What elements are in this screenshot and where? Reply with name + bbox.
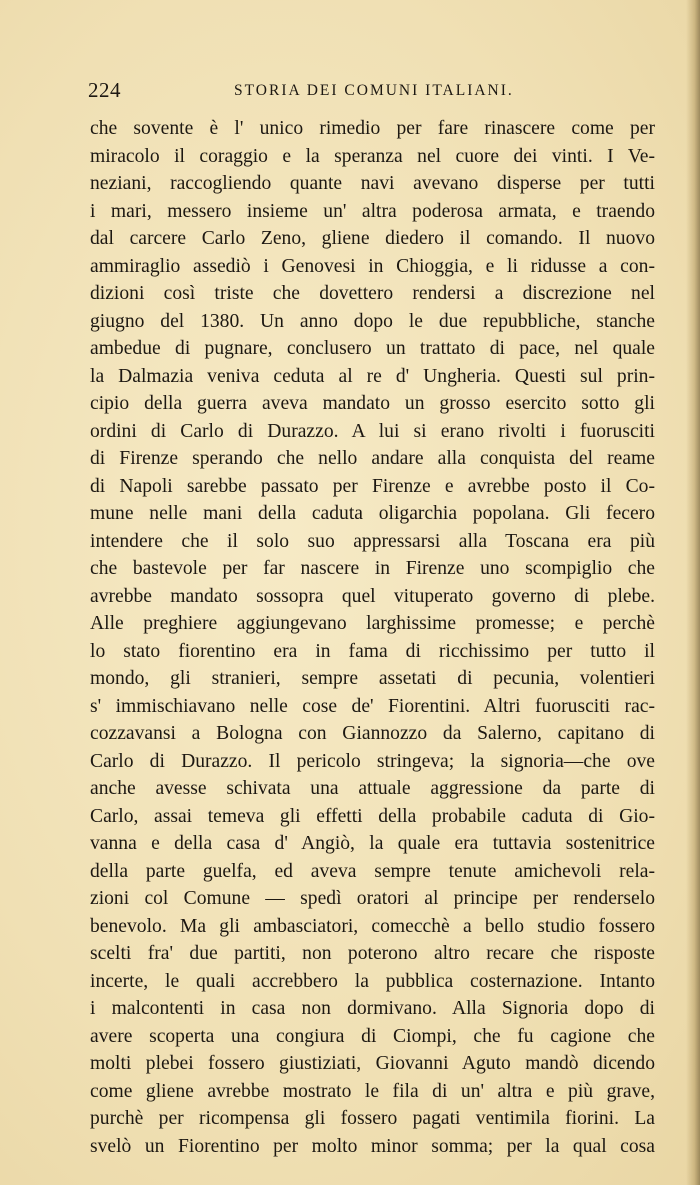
text-line: benevolo. Ma gli ambasciatori, comecchè a bello studio fossero — [90, 915, 655, 937]
text-line: molti plebei fossero giustiziati, Giovanni Aguto mandò dicendo — [90, 1053, 655, 1074]
page-edge-shadow — [686, 0, 700, 1185]
page-number: 224 — [88, 78, 121, 102]
text-line: di Napoli sarebbe passato per Firenze e avrebbe posto il Co- — [90, 475, 655, 497]
text-line: svelò un Fiorentino per molto minor somma; per la qual cosa — [90, 1135, 655, 1157]
text-line: la Dalmazia veniva ceduta al re d' Ungheria. Questi sul prin- — [90, 365, 655, 387]
text-line: giugno del 1380. Un anno dopo le due repubbliche, stanche — [90, 310, 655, 332]
text-line: ammiraglio assediò i Genovesi in Chioggia, e li ridusse a con- — [90, 255, 655, 277]
text-line: dizioni così triste che dovettero rendersi a discrezione nel — [90, 283, 655, 304]
text-line: miracolo il coraggio e la speranza nel cuore dei vinti. I Ve- — [90, 145, 655, 167]
text-line: intendere che il solo suo appressarsi alla Toscana era più — [90, 530, 655, 552]
body-text — [90, 115, 655, 1160]
text-line: i mari, messero insieme un' altra poderosa armata, e traendo — [90, 200, 655, 222]
text-line: cipio della guerra aveva mandato un grosso esercito sotto gli — [90, 393, 655, 414]
running-title: STORIA DEI COMUNI ITALIANI. — [234, 82, 514, 99]
text-line: Alle preghiere aggiungevano larghissime promesse; e perchè — [90, 613, 655, 634]
text-line: anche avesse schivata una attuale aggressione da parte di — [90, 778, 655, 799]
text-line: lo stato fiorentino era in fama di ricchissimo per tutto il — [90, 640, 655, 662]
text-line: di Firenze sperando che nello andare alla conquista del reame — [90, 448, 655, 469]
text-line: mune nelle mani della caduta oligarchia popolana. Gli fecero — [90, 503, 655, 524]
text-line: neziani, raccogliendo quante navi avevano disperse per tutti — [90, 173, 655, 194]
text-line: s' immischiavano nelle cose de' Fiorentini. Altri fuorusciti rac- — [90, 695, 655, 717]
text-line: della parte guelfa, ed aveva sempre tenute amichevoli rela- — [90, 860, 655, 882]
text-line: scelti fra' due partiti, non poterono altro recare che risposte — [90, 943, 655, 964]
text-line: come gliene avrebbe mostrato le fila di un' altra e più grave, — [90, 1080, 655, 1102]
text-line: dal carcere Carlo Zeno, gliene diedero il comando. Il nuovo — [90, 228, 655, 249]
text-line: i malcontenti in casa non dormivano. Alla Signoria dopo di — [90, 998, 655, 1019]
text-line: che sovente è l' unico rimedio per fare rinascere come per — [90, 118, 655, 139]
text-line: Carlo di Durazzo. Il pericolo stringeva; la signoria—che ove — [90, 750, 655, 772]
text-line: mondo, gli stranieri, sempre assetati di pecunia, volentieri — [90, 668, 655, 689]
text-line: vanna e della casa d' Angiò, la quale era tuttavia sostenitrice — [90, 833, 655, 854]
text-line: ordini di Carlo di Durazzo. A lui si erano rivolti i fuorusciti — [90, 420, 655, 442]
text-line: che bastevole per far nascere in Firenze uno scompiglio che — [90, 558, 655, 579]
text-line: incerte, le quali accrebbero la pubblica costernazione. Intanto — [90, 970, 655, 992]
text-line: purchè per ricompensa gli fossero pagati ventimila fiorini. La — [90, 1108, 655, 1129]
page-header — [88, 78, 658, 108]
text-line: Carlo, assai temeva gli effetti della probabile caduta di Gio- — [90, 805, 655, 827]
text-line: cozzavansi a Bologna con Giannozzo da Salerno, capitano di — [90, 723, 655, 744]
text-line: ambedue di pugnare, conclusero un trattato di pace, nel quale — [90, 338, 655, 359]
text-line: zioni col Comune — spedì oratori al principe per renderselo — [90, 888, 655, 909]
text-line: avere scoperta una congiura di Ciompi, che fu cagione che — [90, 1025, 655, 1047]
text-line: avrebbe mandato sossopra quel vituperato governo di plebe. — [90, 585, 655, 607]
